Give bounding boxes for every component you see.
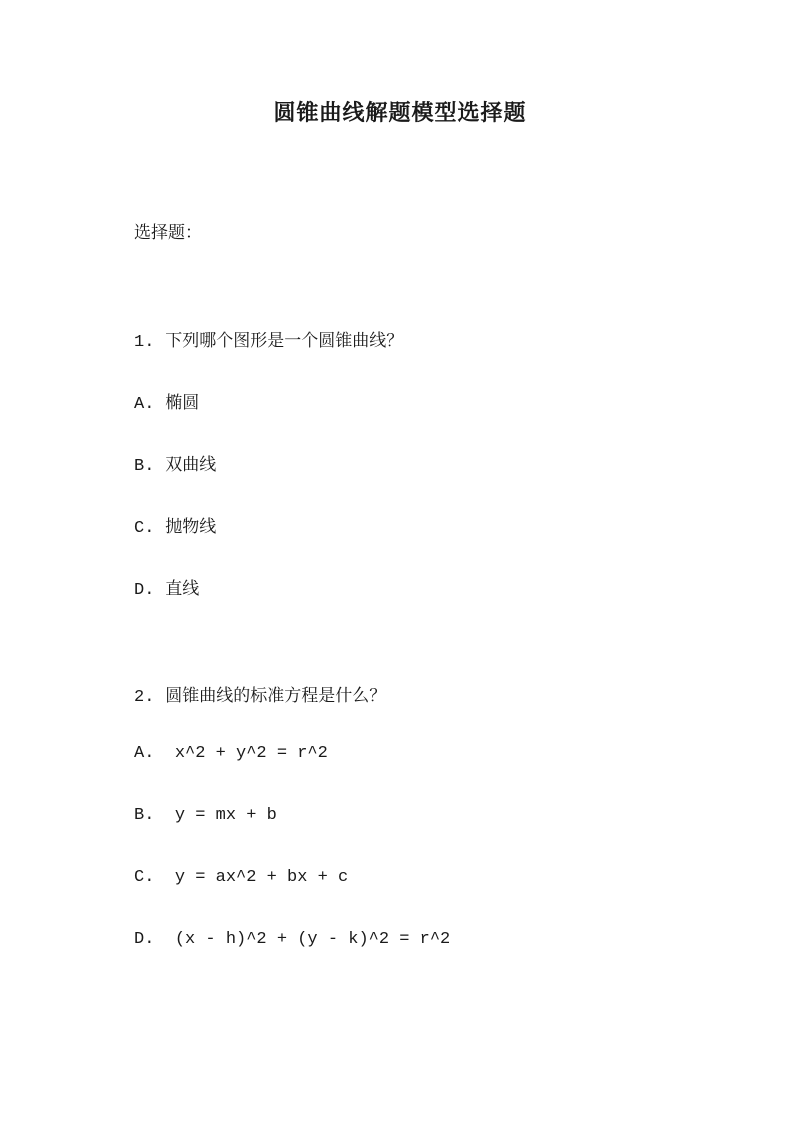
option-letter: C. bbox=[134, 868, 155, 887]
question-1-text: 下列哪个图形是一个圆锥曲线？ bbox=[165, 331, 404, 351]
document-title: 圆锥曲线解题模型选择题 bbox=[273, 100, 527, 126]
question-2-number: 2. bbox=[134, 688, 155, 707]
question-1-number: 1. bbox=[134, 333, 155, 352]
option-text: 椭圆 bbox=[165, 393, 200, 413]
option-text: y = mx + b bbox=[174, 806, 277, 825]
option-text: y = ax^2 + bx + c bbox=[174, 868, 349, 887]
question-1-option-a bbox=[134, 388, 199, 414]
question-1-option-c bbox=[134, 512, 216, 538]
question-2-option-a bbox=[134, 744, 328, 763]
option-text: 直线 bbox=[165, 579, 200, 599]
option-letter: A. bbox=[134, 744, 155, 763]
question-2 bbox=[134, 681, 386, 707]
question-2-option-d bbox=[134, 930, 450, 949]
option-letter: D. bbox=[134, 930, 155, 949]
question-2-option-b bbox=[134, 806, 277, 825]
question-1-option-b bbox=[134, 450, 216, 476]
option-text: 抛物线 bbox=[165, 517, 217, 537]
option-letter: B. bbox=[134, 457, 155, 476]
option-letter: B. bbox=[134, 806, 155, 825]
section-label: 选择题： bbox=[134, 223, 202, 243]
option-text: x^2 + y^2 = r^2 bbox=[174, 744, 328, 763]
question-2-text: 圆锥曲线的标准方程是什么？ bbox=[165, 686, 387, 706]
option-text: (x - h)^2 + (y - k)^2 = r^2 bbox=[174, 930, 451, 949]
question-1 bbox=[134, 326, 403, 352]
option-letter: C. bbox=[134, 519, 155, 538]
question-1-option-d bbox=[134, 574, 199, 600]
option-text: 双曲线 bbox=[165, 455, 217, 475]
question-2-option-c bbox=[134, 868, 348, 887]
option-letter: A. bbox=[134, 395, 155, 414]
option-letter: D. bbox=[134, 581, 155, 600]
